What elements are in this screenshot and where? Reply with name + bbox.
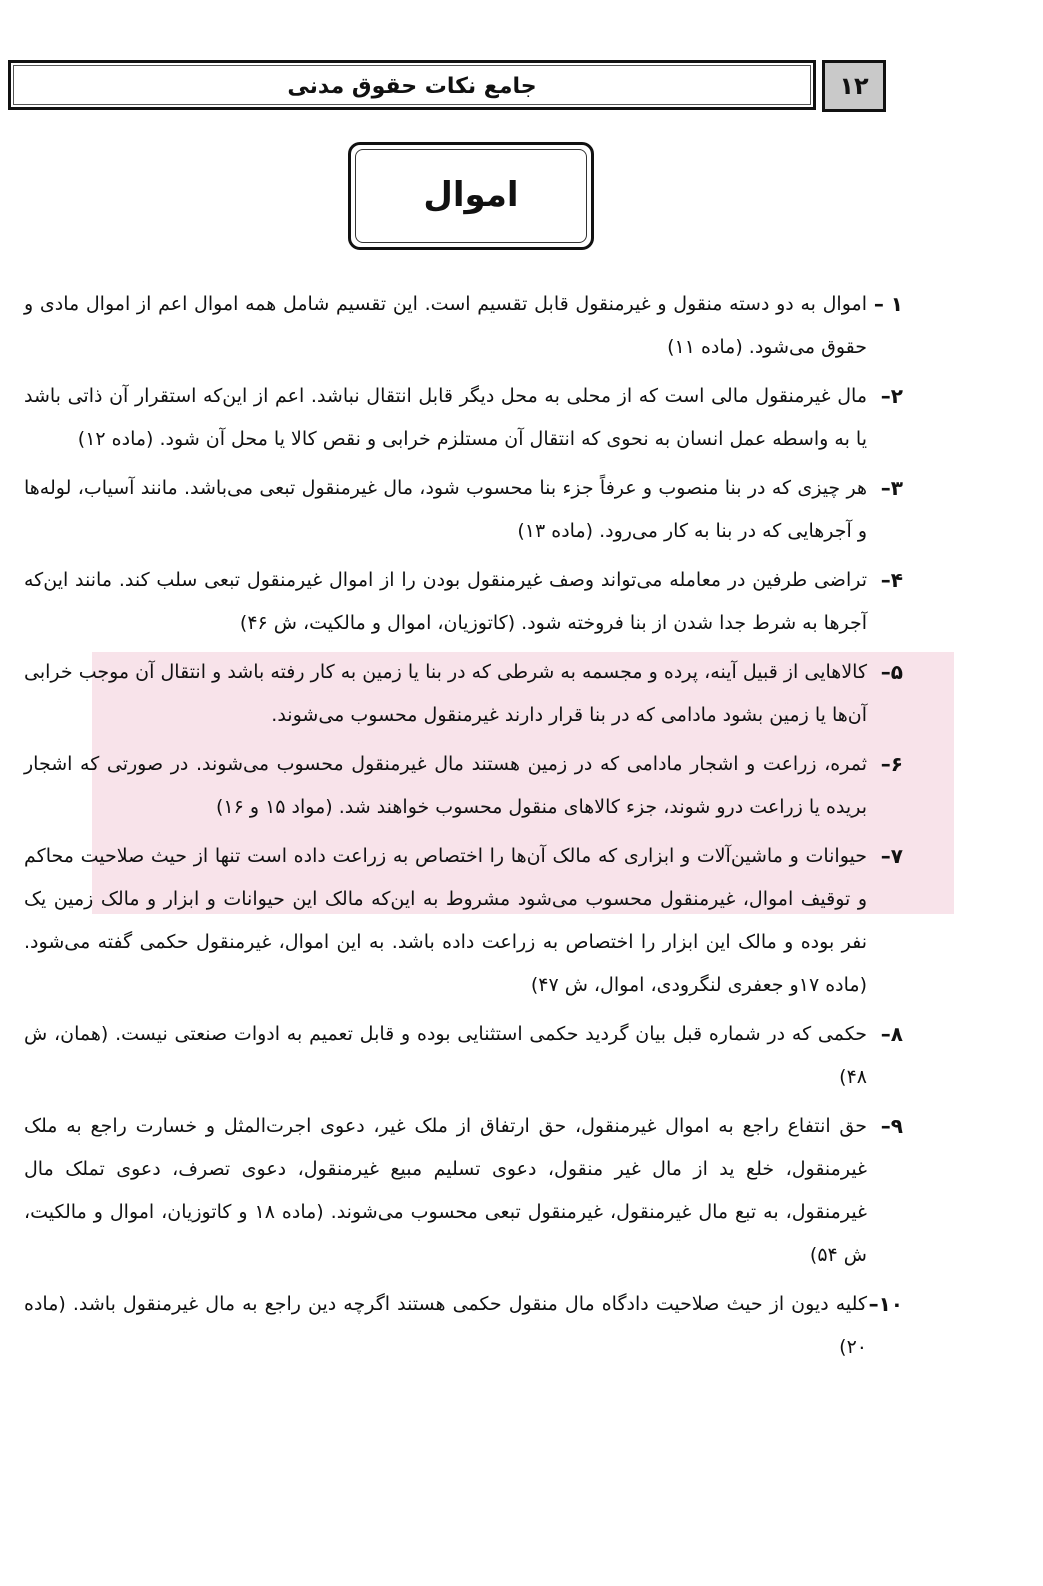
list-item: [24, 743, 903, 829]
numbered-notes-list: [24, 283, 903, 1375]
item-text: حیوانات و ماشین‌آلات و ابزاری که مالک آن‌ها را اختصاص به زراعت داده است تنها از حیث صلاحیت محاکم و توقیف اموال، غیرمنقول محسوب می‌شود مشروط به این‌که مالک این حیوانات و ابزار و مالک زمین یک نفر بوده و مالک این ابزار را اختصاص به زراعت داده باشد. به این اموال، غیرمنقول حکمی گفته می‌شود. (ماده ۱۷و جعفری لنگرودی، اموال، ش ۴۷): [24, 845, 867, 996]
list-item: [24, 835, 903, 1007]
item-text: کالاهایی از قبیل آینه، پرده و مجسمه به شرطی که در بنا یا زمین به کار رفته باشد و انتقال آن موجب خرابی آن‌ها یا زمین بشود مادامی که در بنا قرار دارند غیرمنقول محسوب می‌شوند.: [24, 661, 867, 726]
section-title: اموال: [423, 175, 519, 215]
list-item: [24, 375, 903, 461]
item-number: ۷–: [880, 844, 903, 868]
page-number: ۱۲: [822, 60, 886, 112]
item-text: هر چیزی که در بنا منصوب و عرفاً جزء بنا محسوب شود، مال غیرمنقول تبعی می‌باشد. مانند آسیاب، لوله‌ها و آجرهایی که در بنا به کار می‌رود. (ماده ۱۳): [24, 477, 867, 542]
item-number: ۳–: [880, 476, 903, 500]
item-number: ۱۰–: [868, 1292, 903, 1316]
list-item: [24, 1105, 903, 1277]
list-item: [24, 1013, 903, 1099]
item-number: ۵–: [880, 660, 903, 684]
item-number: ۴–: [880, 568, 903, 592]
list-item: [24, 283, 903, 369]
item-number: ۶–: [880, 752, 903, 776]
item-text: کلیه دیون از حیث صلاحیت دادگاه مال منقول حکمی هستند اگرچه دین راجع به مال غیرمنقول باشد. (ماده ۲۰): [24, 1293, 867, 1358]
item-text: مال غیرمنقول مالی است که از محلی به محل دیگر قابل انتقال نباشد. اعم از این‌که استقرار آن ذاتی باشد یا به واسطه عمل انسان به نحوی که انتقال آن مستلزم خرابی و نقص کالا یا محل آن شود. (ماده ۱۲): [24, 385, 867, 450]
list-item: [24, 559, 903, 645]
list-item: [24, 1283, 903, 1369]
item-text: تراضی طرفین در معامله می‌تواند وصف غیرمنقول بودن را از اموال غیرمنقول تبعی سلب کند. مانند این‌که آجرها به شرط جدا شدن از بنا فروخته شود. (کاتوزیان، اموال و مالکیت، ش ۴۶): [24, 569, 867, 634]
item-text: ثمره، زراعت و اشجار مادامی که در زمین هستند مال غیرمنقول محسوب می‌شوند. در صورتی که اشجار بریده یا زراعت درو شوند، جزء کالاهای منقول محسوب خواهند شد. (مواد ۱۵ و ۱۶): [24, 753, 867, 818]
item-text: حق انتفاع راجع به اموال غیرمنقول، حق ارتفاق از ملک غیر، دعوی اجرت‌المثل و خسارت راجع به ملک غیرمنقول، خلع ید از مال غیر منقول، دعوی تسلیم مبیع غیرمنقول، دعوی تصرف، دعوی تملک مال غیرمنقول، به تبع مال غیرمنقول، غیرمنقول تبعی محسوب می‌شوند. (ماده ۱۸ و کاتوزیان، اموال و مالکیت، ش ۵۴): [24, 1115, 867, 1266]
item-number: ۹–: [880, 1114, 903, 1138]
book-title: جامع نکات حقوق مدنی: [287, 74, 537, 99]
list-item: [24, 651, 903, 737]
item-text: حکمی که در شماره قبل بیان گردید حکمی استثنایی بوده و قابل تعمیم به ادوات صنعتی نیست. (همان، ش ۴۸): [24, 1023, 867, 1088]
list-item: [24, 467, 903, 553]
item-text: اموال به دو دسته منقول و غیرمنقول قابل تقسیم است. این تقسیم شامل همه اموال اعم از اموال مادی و حقوق می‌شود. (ماده ۱۱): [24, 293, 867, 358]
running-header: [8, 60, 816, 110]
section-title-frame: [348, 142, 594, 250]
item-number: ۱ –: [873, 292, 903, 316]
item-number: ۸–: [880, 1022, 903, 1046]
item-number: ۲–: [880, 384, 903, 408]
